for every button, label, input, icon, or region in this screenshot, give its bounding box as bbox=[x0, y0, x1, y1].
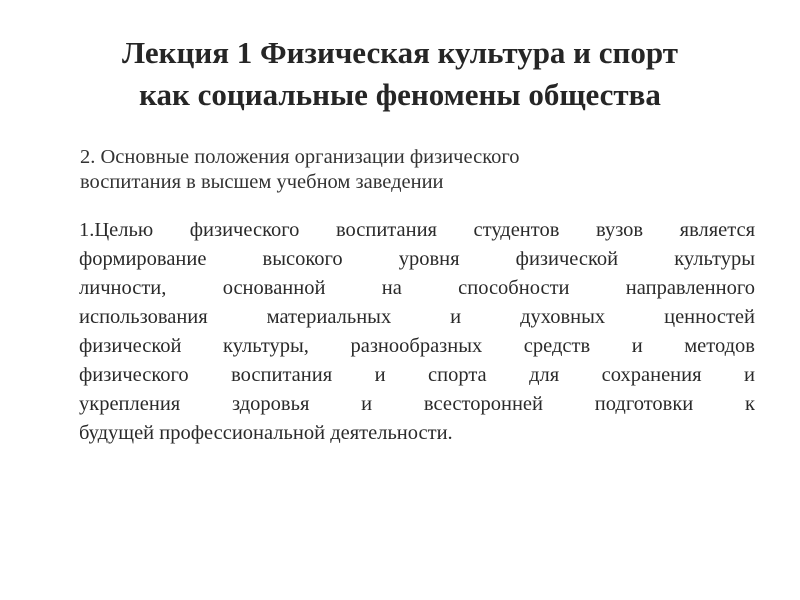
body-line-8: будущей профессиональной деятельности. bbox=[79, 422, 453, 444]
body-line-4: использования материальных и духовных ценностей bbox=[79, 306, 755, 328]
slide-title bbox=[40, 32, 760, 116]
body-line-7: укрепления здоровья и всесторонней подготовки к bbox=[79, 393, 755, 415]
body-line-6: физического воспитания и спорта для сохранения и bbox=[79, 364, 755, 386]
body-line-5: физической культуры, разнообразных средств и методов bbox=[79, 335, 755, 357]
section-heading-line-1: 2. Основные положения организации физического bbox=[80, 146, 520, 168]
body-paragraph bbox=[79, 216, 755, 448]
body-line-1: 1.Целью физического воспитания студентов вузов является bbox=[79, 219, 755, 241]
section-heading-line-2: воспитания в высшем учебном заведении bbox=[80, 171, 444, 193]
slide-title-line-1: Лекция 1 Физическая культура и спорт bbox=[122, 35, 678, 70]
body-line-3: личности, основанной на способности направленного bbox=[79, 277, 755, 299]
section-heading bbox=[80, 145, 760, 195]
slide-title-line-2: как социальные феномены общества bbox=[139, 77, 661, 112]
body-line-2: формирование высокого уровня физической культуры bbox=[79, 248, 755, 270]
